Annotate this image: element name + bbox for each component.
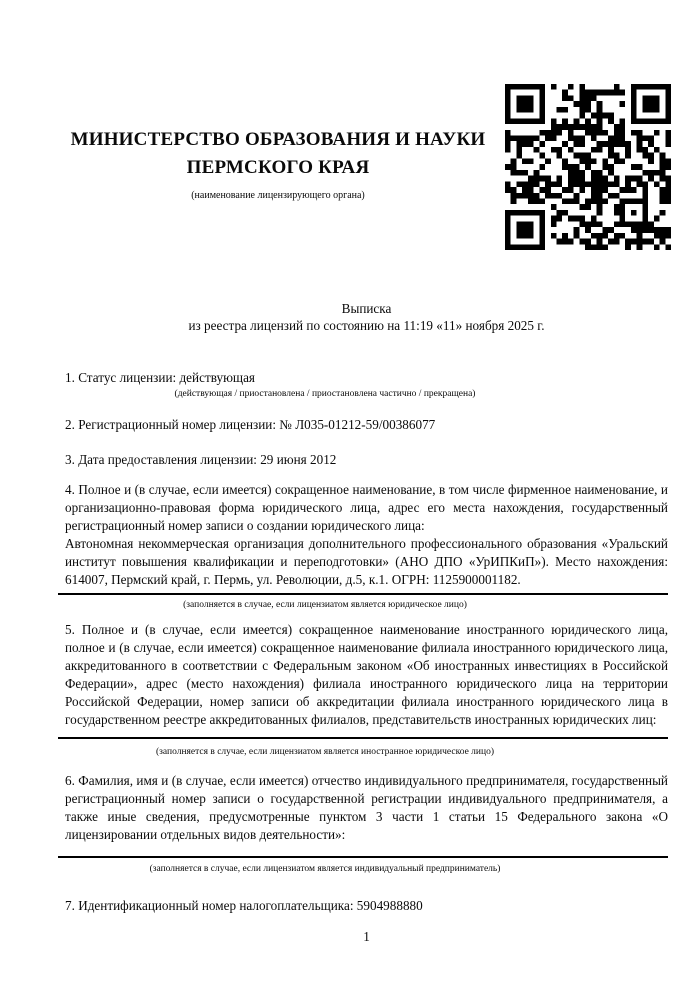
document-title-line2: из реестра лицензий по состоянию на 11:19 «11» ноября 2025 г. — [188, 318, 545, 333]
item-taxpayer-number: 7. Идентификационный номер налогоплательщика: 5904988880 — [65, 898, 423, 913]
licensing-authority-caption: (наименование лицензирующего органа) — [191, 190, 365, 201]
fill-in-rule-entrepreneur — [58, 856, 668, 858]
item-foreign-entity-label: 5. Полное и (в случае, если имеется) сокращенное наименование иностранного юридического лица, полное и (в случае, если имеется) сокращенное наименование филиала иностранного юридического лица, аккредитованного в соответствии с Федеральным законом «Об иностранных инвестициях в Российской Федерации», адрес (место нахождения) филиала иностранного юридического лица на территории Российской Федерации, номер записи об аккредитации филиала иностранного юридического лица в государственном реестре аккредитованных филиалов, представительств иностранных юридических лиц: — [65, 622, 668, 727]
fill-in-rule-foreign-entity — [58, 737, 668, 739]
page-number: 1 — [363, 929, 370, 944]
ministry-name-line1: МИНИСТЕРСТВО ОБРАЗОВАНИЯ И НАУКИ — [70, 129, 486, 150]
ministry-name-line2: ПЕРМСКОГО КРАЯ — [186, 157, 370, 178]
item-legal-entity — [65, 481, 668, 589]
item-legal-entity-label: 4. Полное и (в случае, если имеется) сокращенное наименование, в том числе фирменное наименование, и организационно-правовая форма юридического лица, адрес его места нахождения, государственный регистрационный номер записи о создании юридического лица: — [65, 482, 668, 533]
item-legal-entity-caption: (заполняется в случае, если лицензиатом является юридическое лицо) — [183, 600, 467, 610]
item-license-status: 1. Статус лицензии: действующая — [65, 370, 256, 385]
item-entrepreneur-label: 6. Фамилия, имя и (в случае, если имеется) отчество индивидуального предпринимателя, государственный регистрационный номер записи о государственной регистрации индивидуального предпринимателя, а также иные сведения, предусмотренные пунктом 3 части 1 статьи 15 Федерального закона «О лицензировании отдельных видов деятельности»: — [65, 773, 668, 842]
item-license-status-caption: (действующая / приостановлена / приостановлена частично / прекращена) — [174, 389, 476, 399]
item-registration-number: 2. Регистрационный номер лицензии: № Л035-01212-59/00386077 — [65, 417, 436, 432]
fill-in-rule-legal-entity — [58, 593, 668, 595]
item-grant-date: 3. Дата предоставления лицензии: 29 июня 2012 — [65, 452, 337, 467]
qr-code-icon — [505, 84, 671, 250]
document-title-line1: Выписка — [341, 301, 392, 316]
item-entrepreneur-caption: (заполняется в случае, если лицензиатом является индивидуальный предприниматель) — [149, 864, 501, 874]
document-title — [65, 300, 668, 334]
item-legal-entity-value: Автономная некоммерческая организация дополнительного профессионального образования «Уральский институт повышения квалификации и переподготовки» (АНО ДПО «УрИПКиП»). Место нахождения: 614007, Пермский край, г. Пермь, ул. Революции, д.5, к.1. ОГРН: 1125900001182. — [65, 536, 668, 587]
licensing-authority-name — [65, 126, 491, 182]
item-foreign-entity-caption: (заполняется в случае, если лицензиатом является иностранное юридическое лицо) — [156, 747, 494, 757]
